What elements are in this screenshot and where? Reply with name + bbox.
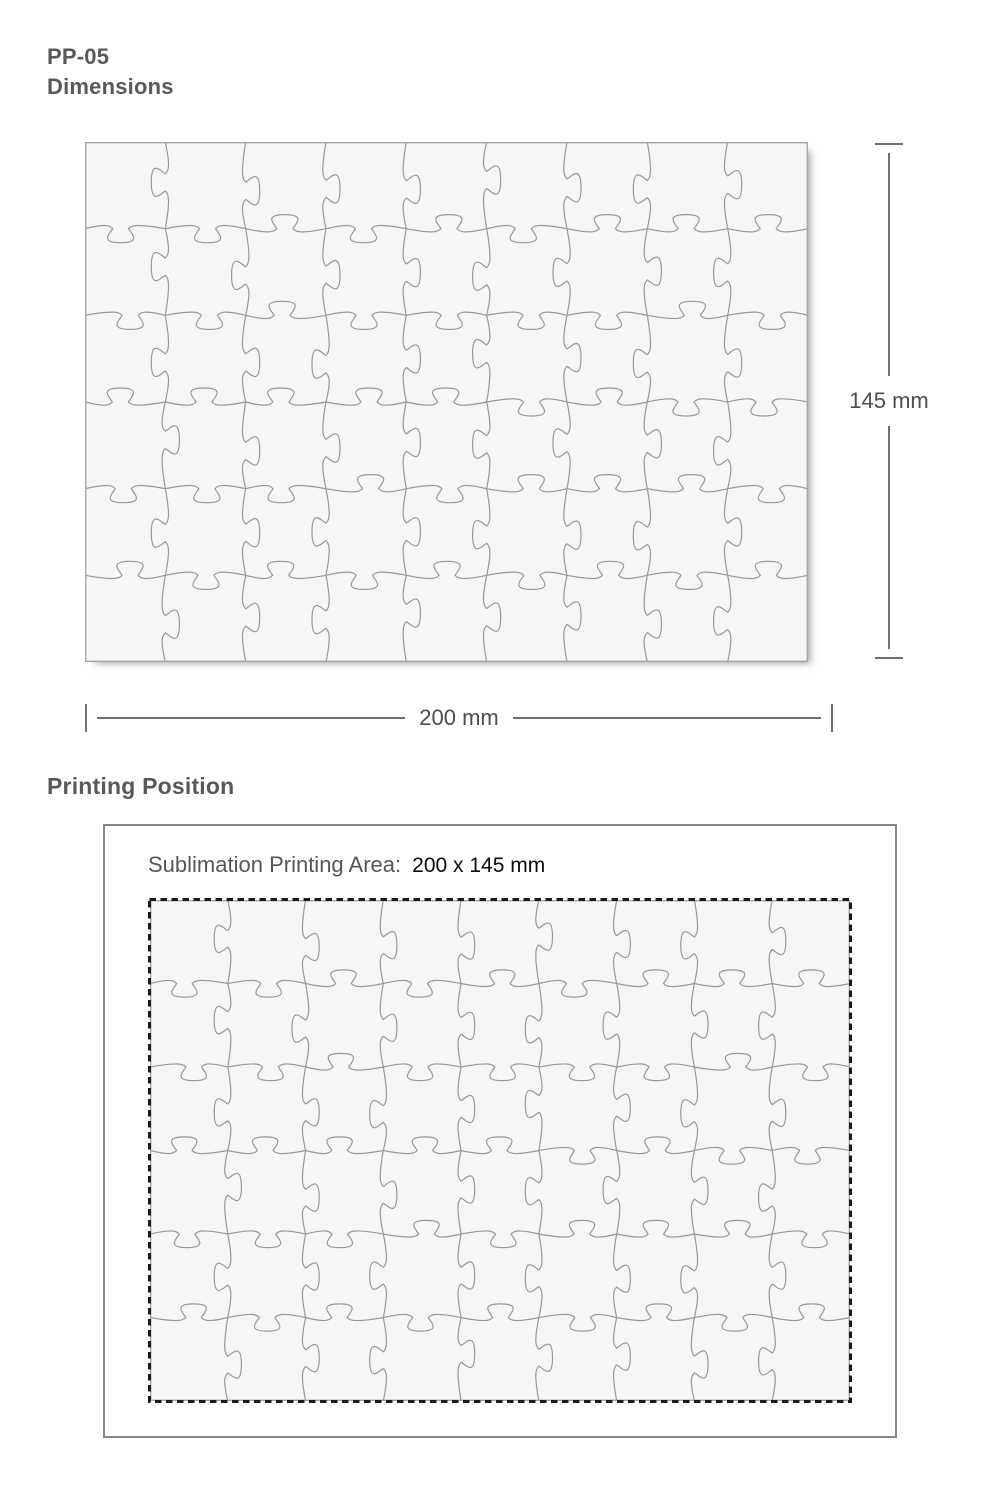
printing-position-title: Printing Position [47,773,235,799]
printing-area-dashed-outline [148,898,852,1403]
printing-position-box [103,824,897,1438]
dimension-line-left [97,717,405,719]
dimension-cap-left [85,704,87,732]
product-code: PP-05 [47,44,110,69]
printing-area-caption [148,852,545,878]
dimensions-section-title: Dimensions [47,74,174,99]
title-block [47,42,174,102]
height-dimension-label: 145 mm [849,388,929,413]
width-dimension-label: 200 mm [419,705,499,730]
dimension-line-upper [888,153,890,376]
puzzle-photo-printing-area [150,900,850,1401]
puzzle-photo-dimensions [85,142,808,662]
jigsaw-puzzle-graphic [150,900,850,1401]
dimension-cap-bottom [875,657,903,659]
printing-area-value: 200 x 145 mm [412,854,546,877]
dimension-line-right [513,717,821,719]
width-dimension [85,703,833,733]
dimension-cap-top [875,143,903,145]
jigsaw-puzzle-graphic [85,142,808,662]
dimension-cap-right [831,704,833,732]
dimension-line-lower [888,426,890,649]
height-dimension [849,143,929,659]
printing-area-label: Sublimation Printing Area: [148,852,402,877]
